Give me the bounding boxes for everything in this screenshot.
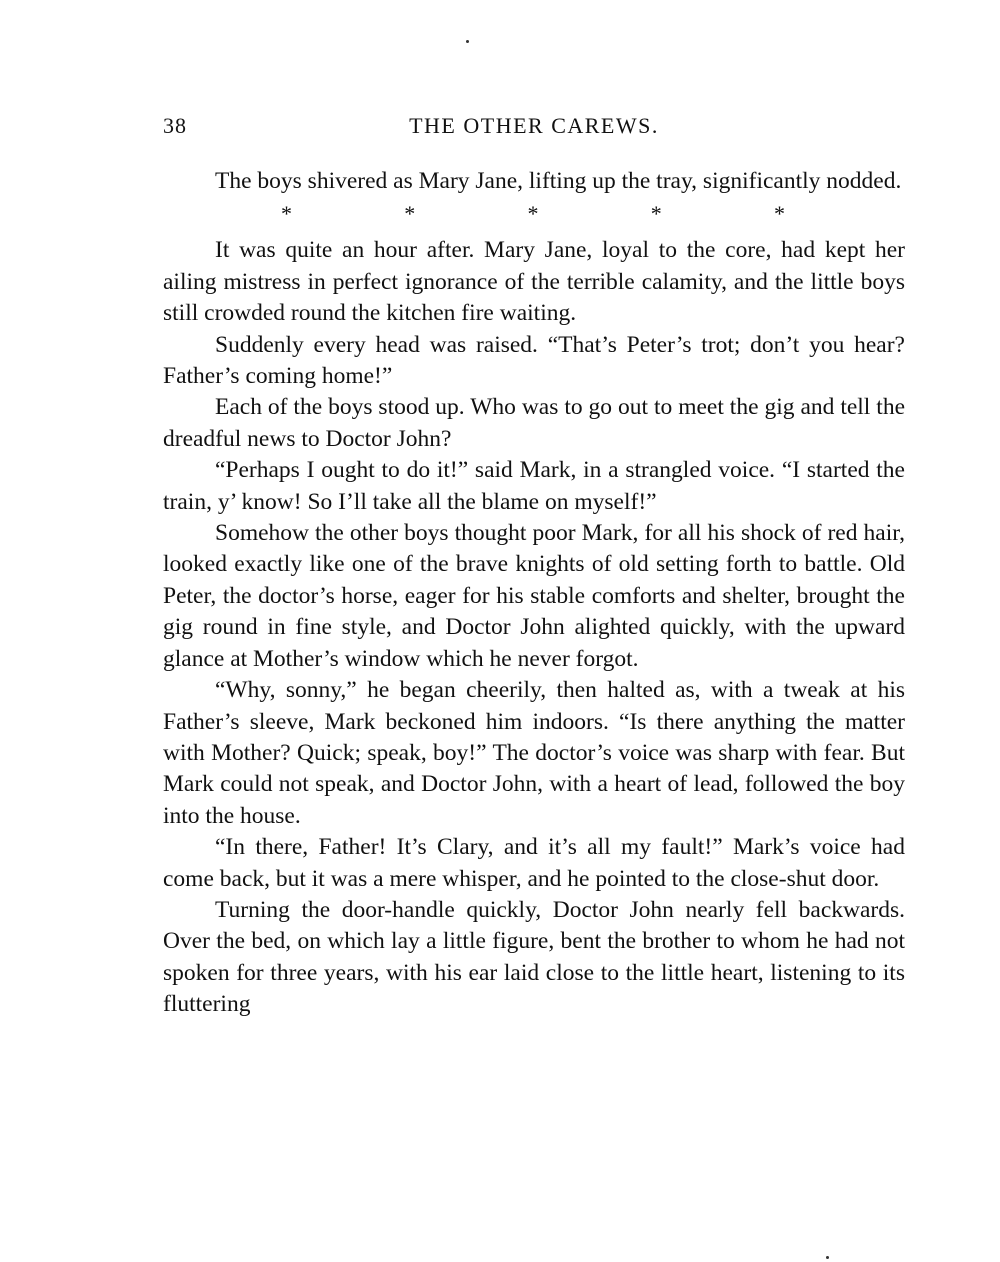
paragraph: The boys shivered as Mary Jane, lifting up the tray, significantly nodded.: [215, 168, 902, 194]
scan-speck: [466, 40, 469, 43]
asterisk: *: [404, 201, 416, 227]
asterisk: *: [774, 201, 785, 227]
scan-speck: [826, 1256, 829, 1259]
page-header: [163, 113, 905, 145]
paragraph: “Why, sonny,” he began cheerily, then halted as, with a tweak at his Father’s sleeve, Mark beckoned him indoors. “Is there anything the matter with Mother? Quick; speak, boy!” The doctor’s voice was sharp with fear. But Mark could not speak, and Doctor John, with a heart of lead, followed the boy into the house.: [163, 677, 905, 829]
asterisk: *: [650, 201, 662, 227]
paragraph: Suddenly every head was raised. “That’s Peter’s trot; don’t you hear? Father’s coming home!”: [163, 331, 905, 390]
paragraph: “In there, Father! It’s Clary, and it’s all my fault!” Mark’s voice had come back, but it was a mere whisper, and he pointed to the close-shut door.: [163, 834, 905, 892]
paragraph: “Perhaps I ought to do it!” said Mark, in a strangled voice. “I started the train, y’ know! So I’ll take all the blame on myself!”: [163, 457, 905, 515]
paragraph: Turning the door-handle quickly, Doctor John nearly fell backwards. Over the bed, on which lay a little figure, bent the brother to whom he had not spoken for three years, with his ear laid close to the little heart, listening to its fluttering: [163, 896, 905, 1018]
paragraph: It was quite an hour after. Mary Jane, loyal to the core, had kept her ailing mistress in perfect ignorance of the terrible calamity, and the little boys still crowded round the kitchen fire waiting.: [163, 237, 905, 327]
paragraph: Somehow the other boys thought poor Mark, for all his shock of red hair, looked exactly like one of the brave knights of old setting forth to battle. Old Peter, the doctor’s horse, eager for his stable comforts and shelter, brought the gig round in fine style, and Doctor John alighted quickly, with the upward glance at Mother’s window which he never forgot.: [163, 520, 905, 672]
page-number: 38: [163, 113, 187, 138]
section-break: [163, 197, 905, 231]
asterisk: *: [281, 201, 292, 227]
asterisk: *: [527, 201, 539, 227]
running-title: THE OTHER CAREWS.: [409, 113, 659, 138]
paragraph: Each of the boys stood up. Who was to go out to meet the gig and tell the dreadful news to Doctor John?: [163, 394, 905, 452]
body-text: [163, 166, 905, 1021]
